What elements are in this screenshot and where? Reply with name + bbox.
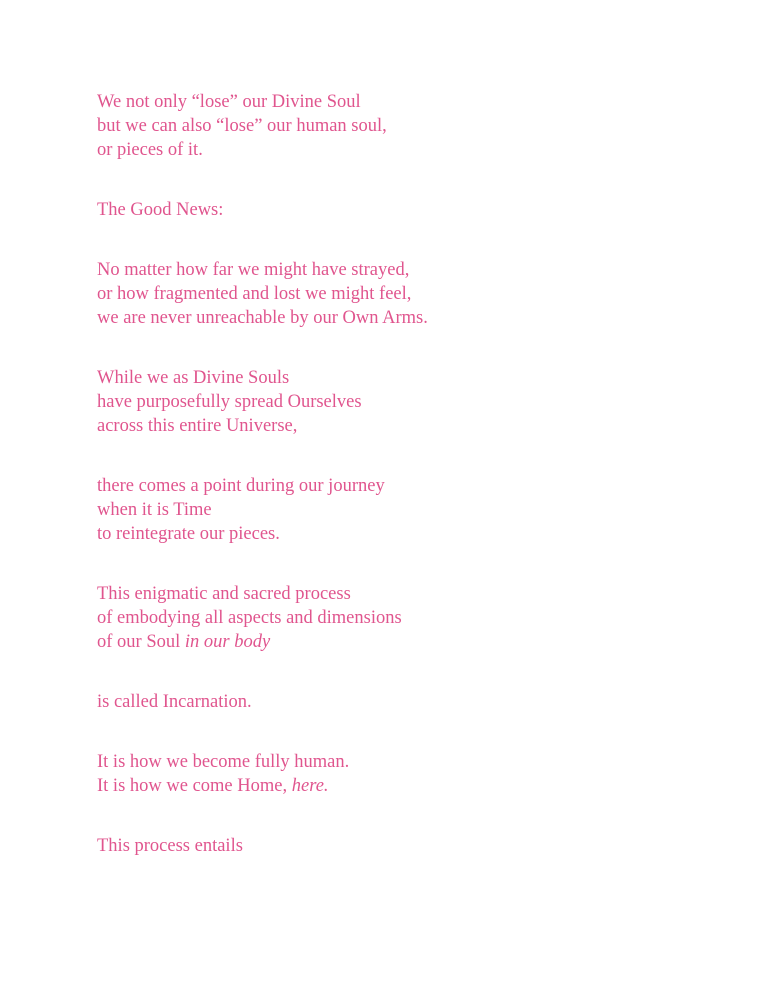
text-line: This enigmatic and sacred process [97, 584, 351, 604]
text-line-mixed [97, 774, 329, 798]
text-line: While we as Divine Souls [97, 368, 290, 388]
plain-text: It is how we come Home, [97, 776, 292, 796]
text-line: or how fragmented and lost we might feel, [97, 284, 412, 304]
text-line: there comes a point during our journey [97, 476, 385, 496]
text-line: We not only “lose” our Divine Soul [97, 92, 361, 112]
italic-text: here. [291, 776, 329, 796]
text-line: or pieces of it. [97, 140, 203, 160]
text-line: This process entails [97, 836, 243, 856]
text-line: have purposefully spread Ourselves [97, 392, 362, 412]
text-line: when it is Time [97, 500, 212, 520]
text-line-mixed [97, 630, 270, 654]
text-line: across this entire Universe, [97, 416, 298, 436]
text-line: It is how we become fully human. [97, 752, 350, 772]
text-line: to reintegrate our pieces. [97, 524, 280, 544]
text-line: but we can also “lose” our human soul, [97, 116, 387, 136]
plain-text: of our Soul [97, 632, 185, 652]
text-line: No matter how far we might have strayed, [97, 260, 410, 280]
text-line: is called Incarnation. [97, 692, 252, 712]
italic-text: in our body [184, 632, 271, 652]
text-line: we are never unreachable by our Own Arms. [97, 308, 428, 328]
section-heading: The Good News: [97, 200, 224, 220]
text-line: of embodying all aspects and dimensions [97, 608, 402, 628]
